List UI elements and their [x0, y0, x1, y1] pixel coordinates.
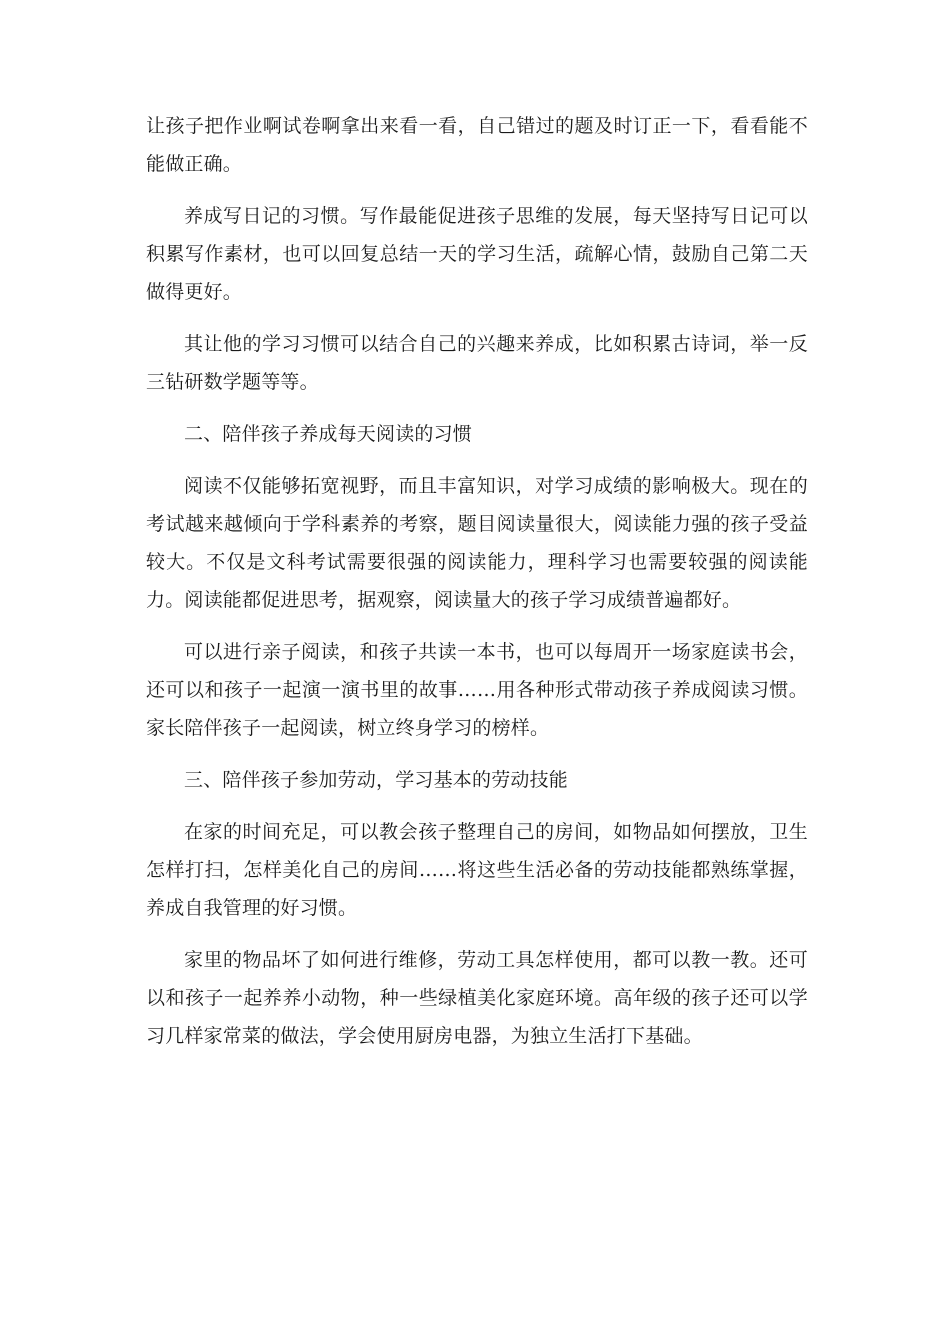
section-heading-reading: 二、陪伴孩子养成每天阅读的习惯: [184, 423, 473, 445]
paragraph-other-habits: 其让他的学习习惯可以结合自己的兴趣来养成，比如积累古诗词，举一反三钻研数学题等等。: [146, 333, 808, 393]
section-heading-labor: 三、陪伴孩子参加劳动，学习基本的劳动技能: [184, 769, 569, 791]
paragraph-parent-child-reading: 可以进行亲子阅读，和孩子共读一本书，也可以每周开一场家庭读书会，还可以和孩子一起演一演书里的故事……用各种形式带动孩子养成阅读习惯。家长陪伴孩子一起阅读，树立终身学习的榜样。: [146, 641, 808, 739]
paragraph-reading-importance: 阅读不仅能够拓宽视野，而且丰富知识，对学习成绩的影响极大。现在的考试越来越倾向于学科素养的考察，题目阅读量很大，阅读能力强的孩子受益较大。不仅是文科考试需要很强的阅读能力，理科学习也需要较强的阅读能力。阅读能都促进思考，据观察，阅读量大的孩子学习成绩普遍都好。: [146, 475, 808, 611]
paragraph-continued: 让孩子把作业啊试卷啊拿出来看一看，自己错过的题及时订正一下，看看能不能做正确。: [146, 115, 808, 175]
document-body: [146, 107, 808, 1069]
paragraph-household-skills: 家里的物品坏了如何进行维修，劳动工具怎样使用，都可以教一教。还可以和孩子一起养养小动物，种一些绿植美化家庭环境。高年级的孩子还可以学习几样家常菜的做法，学会使用厨房电器，为独立生活打下基础。: [146, 949, 808, 1047]
paragraph-diary-habit: 养成写日记的习惯。写作最能促进孩子思维的发展，每天坚持写日记可以积累写作素材，也可以回复总结一天的学习生活，疏解心情，鼓励自己第二天做得更好。: [146, 205, 808, 303]
paragraph-room-tidying: 在家的时间充足，可以教会孩子整理自己的房间，如物品如何摆放，卫生怎样打扫，怎样美化自己的房间……将这些生活必备的劳动技能都熟练掌握，养成自我管理的好习惯。: [146, 821, 808, 919]
